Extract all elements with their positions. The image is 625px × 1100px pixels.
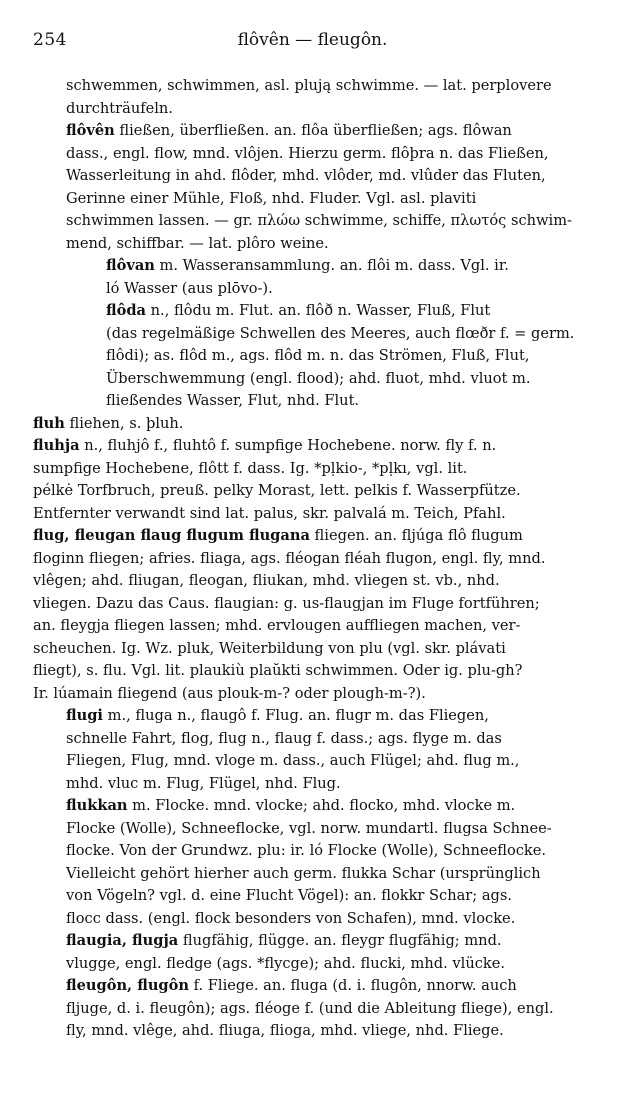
definition-text: m. Flocke. mnd. vlocke; ahd. flocko, mhd. vlocke m. — [127, 797, 516, 814]
entry-line — [66, 750, 606, 772]
entry-line-headword — [33, 435, 603, 457]
definition-text: durchträufeln. — [66, 99, 173, 117]
entry-line — [66, 728, 606, 750]
headword: fleugôn, flugôn — [66, 977, 189, 994]
definition-text: sumpfige Hochebene, flôtt f. dass. Ig. *pḷkio-, *pḷkı, vgl. lit. — [33, 459, 468, 477]
entry-line-headword — [66, 705, 606, 727]
definition-text: schwimmen lassen. — gr. πλώω schwimme, schiffe, πλωτός schwim- — [66, 212, 572, 229]
headword: flukkan — [66, 797, 128, 814]
definition-text: Gerinne einer Mühle, Floß, nhd. Fluder. Vgl. asl. plaviti — [66, 189, 477, 207]
definition-text: Wasserleitung in ahd. flôder, mhd. vlôder, md. vlûder das Fluten, — [66, 167, 546, 184]
entry-line — [33, 638, 603, 660]
entry-line — [33, 458, 603, 480]
entry-line — [66, 165, 625, 187]
page-number: 254 — [33, 30, 67, 50]
definition-text: (das regelmäßige Schwellen des Meeres, auch flœðr f. = germ. — [106, 324, 575, 342]
definition-text: m. Wasseransammlung. an. flôi m. dass. Vgl. ir. — [154, 257, 509, 274]
entry-line — [66, 188, 625, 210]
entry-line — [66, 98, 606, 120]
entry-line — [66, 233, 625, 255]
entry-line-headword — [106, 255, 625, 277]
entry-line — [33, 480, 603, 502]
headword: flôvên — [66, 122, 115, 139]
definition-text: dass., engl. flow, mnd. vlôjen. Hierzu germ. flôþra n. das Fließen, — [66, 144, 549, 162]
definition-text: fly, mnd. vlêge, ahd. fliuga, flioga, mhd. vliege, nhd. Fliege. — [66, 1022, 504, 1039]
definition-text: fljuge, d. i. fleugôn); ags. fléoge f. (und die Ableitung fliege), engl. — [66, 999, 554, 1017]
entry-line-headword — [66, 930, 606, 952]
definition-text: mhd. vluc m. Flug, Flügel, nhd. Flug. — [66, 774, 341, 792]
entry-line — [66, 908, 606, 930]
entry-line — [66, 885, 606, 907]
definition-text: Fliegen, Flug, mnd. vloge m. dass., auch Flügel; ahd. flug m., — [66, 752, 520, 769]
entry-line — [106, 390, 625, 412]
definition-text: n., fluhjô f., fluhtô f. sumpfige Hochebene. norw. fly f. n. — [79, 437, 497, 454]
definition-text: fliegen. an. fljúga flô flugum — [309, 527, 523, 544]
definition-text: an. fleygja fliegen lassen; mhd. ervlougen auffliegen machen, ver- — [33, 617, 521, 634]
definition-text: Überschwemmung (engl. flood); ahd. fluot, mhd. vluot m. — [106, 369, 531, 387]
headword: flugi — [66, 707, 103, 724]
definition-text: vlugge, engl. fledge (ags. *flycge); ahd. flucki, mhd. vlücke. — [66, 954, 506, 972]
entry-line — [66, 863, 606, 885]
headword: fluh — [33, 414, 65, 432]
definition-text: fliegt), s. flu. Vgl. lit. plaukiù plaŭkti schwimmen. Oder ig. plu-gh? — [33, 662, 523, 679]
entry-line — [66, 210, 625, 232]
definition-text: m., fluga n., flaugô f. Flug. an. flugr m. das Fliegen, — [102, 707, 489, 724]
entry-line-headword — [106, 300, 625, 322]
entry-line — [66, 75, 606, 97]
definition-text: schwemmen, schwimmen, asl. plują schwimme. — lat. perplovere — [66, 77, 552, 94]
entry-line — [33, 593, 603, 615]
definition-text: fließendes Wasser, Flut, nhd. Flut. — [106, 392, 360, 409]
definition-text: ló Wasser (aus plōvo-). — [106, 279, 273, 297]
definition-text: Entfernter verwandt sind lat. palus, skr. palvalá m. Teich, Pfahl. — [33, 504, 506, 522]
entry-line — [33, 548, 603, 570]
definition-text: scheuchen. Ig. Wz. pluk, Weiterbildung von plu (vgl. skr. plávati — [33, 639, 506, 657]
entry-line — [66, 840, 606, 862]
headword: flôvan — [106, 257, 155, 274]
entry-line — [66, 773, 606, 795]
entry-line — [33, 570, 603, 592]
definition-text: mend, schiffbar. — lat. plôro weine. — [66, 234, 329, 252]
entry-line — [66, 143, 625, 165]
page-header — [0, 30, 625, 56]
definition-text: flôdi); as. flôd m., ags. flôd m. n. das Strömen, Fluß, Flut, — [106, 347, 530, 364]
entry-line-headword — [33, 413, 603, 435]
definition-text: Vielleicht gehört hierher auch germ. flukka Schar (ursprünglich — [66, 864, 541, 882]
entry-line — [66, 818, 606, 840]
definition-text: n., flôdu m. Flut. an. flôð n. Wasser, Fluß, Flut — [146, 302, 491, 319]
entry-line — [66, 998, 606, 1020]
definition-text: vlêgen; ahd. fliugan, fleogan, fliukan, mhd. vliegen st. vb., nhd. — [33, 572, 500, 589]
definition-text: flocc dass. (engl. flock besonders von Schafen), mnd. vlocke. — [66, 909, 516, 927]
entry-line — [33, 615, 603, 637]
entry-line-headword — [33, 525, 603, 547]
definition-text: fließen, überfließen. an. flôa überfließen; ags. flôwan — [114, 122, 512, 139]
entry-line — [106, 345, 625, 367]
headword: flôda — [106, 302, 147, 319]
entry-line-headword — [66, 795, 606, 817]
definition-text: floginn fliegen; afries. fliaga, ags. fléogan fléah flugon, engl. fly, mnd. — [33, 549, 546, 567]
definition-text: Ir. lúamain fliegend (aus plouk-m-? oder plough-m-?). — [33, 684, 426, 702]
entry-line-headword — [66, 120, 606, 142]
entry-line — [33, 660, 603, 682]
definition-text: Flocke (Wolle), Schneeflocke, vgl. norw. mundartl. flugsa Schnee- — [66, 819, 552, 837]
entry-line — [33, 683, 603, 705]
headword: flaugia, flugja — [66, 932, 179, 949]
definition-text: von Vögeln? vgl. d. eine Flucht Vögel): an. flokkr Schar; ags. — [66, 887, 513, 904]
definition-text: f. Fliege. an. fluga (d. i. flugôn, nnorw. auch — [189, 977, 517, 994]
entry-line-headword — [66, 975, 606, 997]
definition-text: vliegen. Dazu das Caus. flaugian: g. us-flaugjan im Fluge fortführen; — [33, 594, 540, 612]
entry-line — [66, 1020, 606, 1042]
running-head: flôvên — fleugôn. — [237, 30, 388, 50]
entry-line — [106, 368, 625, 390]
entry-line — [66, 953, 606, 975]
headword: fluhja — [33, 437, 80, 454]
definition-text: flugfähig, flügge. an. fleygr flugfähig; mnd. — [178, 932, 502, 949]
definition-text: schnelle Fahrt, flog, flug n., flaug f. dass.; ags. flyge m. das — [66, 729, 502, 747]
entry-line — [33, 503, 603, 525]
definition-text: fliehen, s. þluh. — [64, 414, 184, 432]
entry-line — [106, 278, 625, 300]
definition-text: flocke. Von der Grundwz. plu: ir. ló Flocke (Wolle), Schneeflocke. — [66, 842, 547, 859]
definition-text: pélkė Torfbruch, preuß. pelky Morast, lett. pelkis f. Wasserpfütze. — [33, 482, 521, 499]
entry-line — [106, 323, 625, 345]
headword: flug, fleugan flaug flugum flugana — [33, 527, 310, 544]
